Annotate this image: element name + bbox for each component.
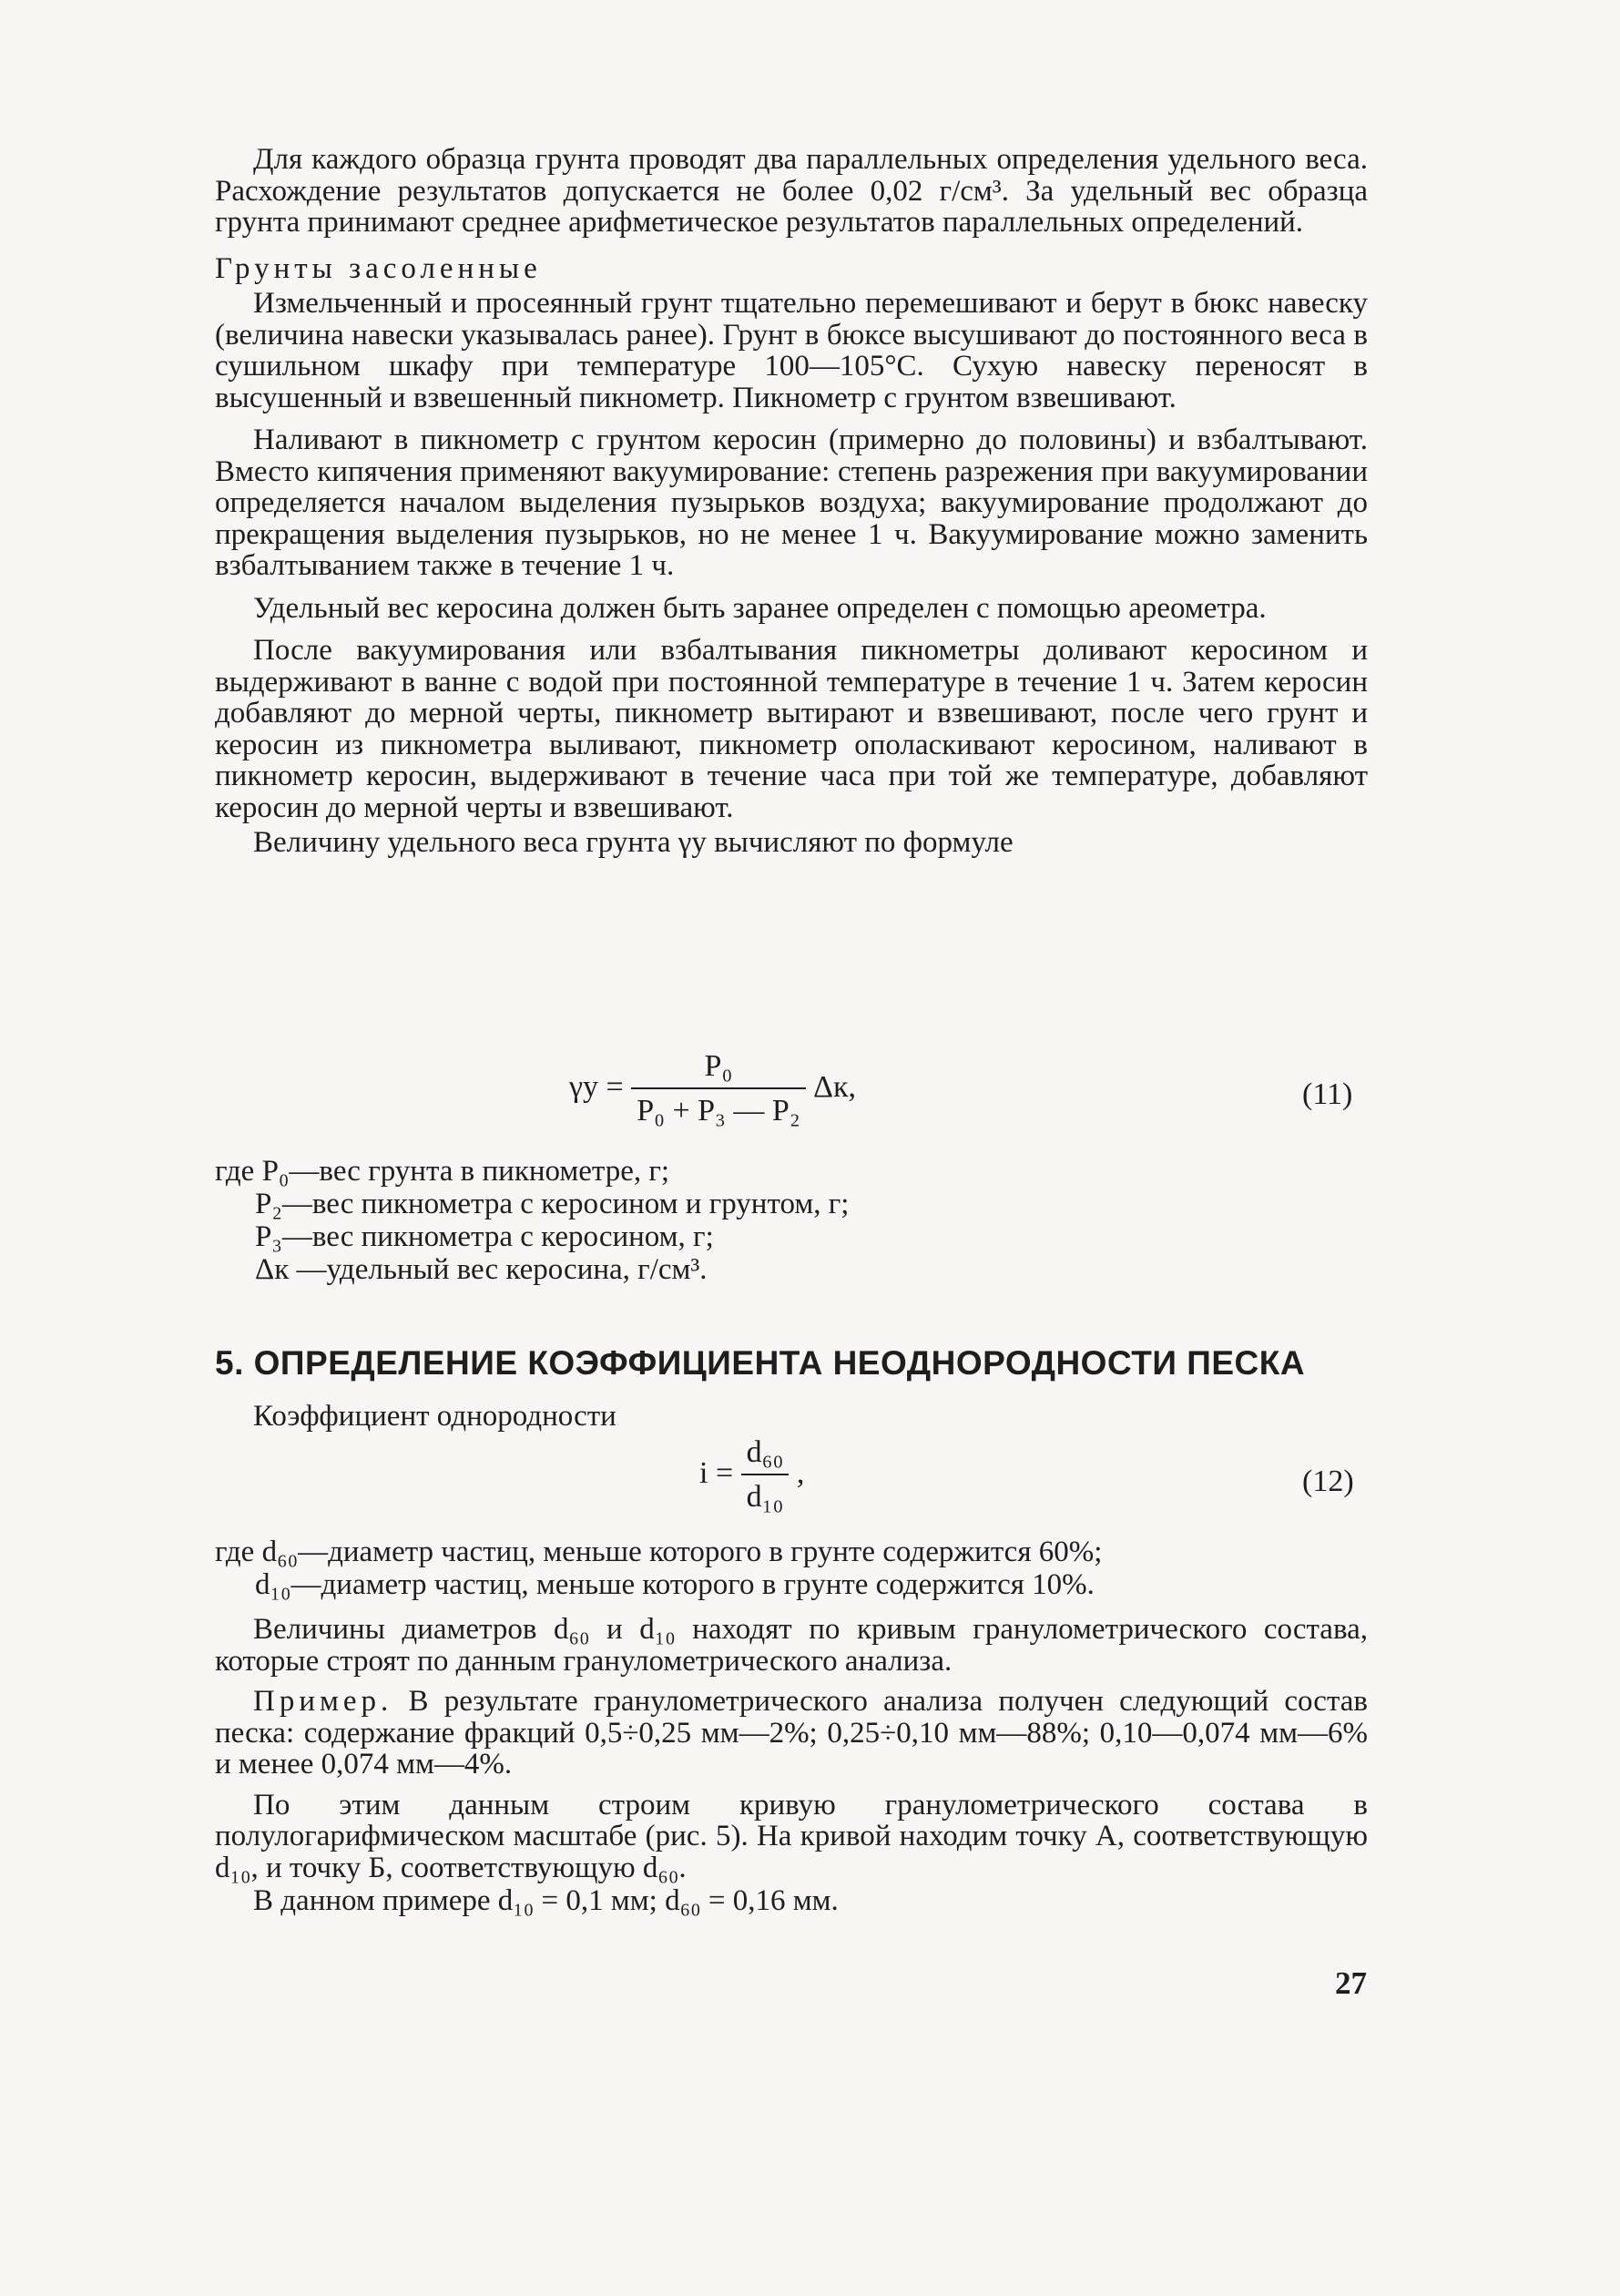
equation-number-12: (12): [1302, 1464, 1354, 1498]
paragraph-2: Измельченный и просеянный грунт тщательно перемешивают и берут в бюкс навеску (величина навески указывалась ранее). Грунт в бюксе высушивают до постоянного веса в сушильном шкафу при температуре 100—105°С. Сухую навеску переносят в высушенный и взвешенный пикнометр. Пикнометр с грунтом взвешивают.: [215, 287, 1368, 414]
paragraph-7: Величины диаметров d₆₀ и d₁₀ находят по кривым гранулометрического состава, которые строят по данным гранулометрического анализа.: [215, 1613, 1368, 1678]
definition-row: Δк —удельный вес керосина, г/см³.: [255, 1253, 708, 1286]
example-label: Пример.: [253, 1685, 393, 1718]
subheading-saline-soils: Грунты засоленные: [215, 251, 542, 285]
formula-12-denominator: d₁₀: [746, 1480, 784, 1514]
equation-number-11: (11): [1302, 1077, 1353, 1111]
formula-12-lhs: i =: [699, 1455, 734, 1490]
page-number: 27: [1335, 1965, 1367, 2001]
paragraph-3: Наливают в пикнометр с грунтом керосин (примерно до половины) и взбалтывают. Вместо кипячения применяют вакуумирование: степень разрежения при вакуумировании определяется началом выделения пузырьков воздуха; вакуумирование продолжают до прекращения выделения пузырьков, но не менее 1 ч. Вакуумирование можно заменить взбалтыванием также в течение 1 ч.: [215, 423, 1368, 582]
definition-row: P₂—вес пикнометра с керосином и грунтом, г;: [255, 1188, 850, 1220]
section-5-heading: 5. ОПРЕДЕЛЕНИЕ КОЭФФИЦИЕНТА НЕОДНОРОДНОСТИ ПЕСКА: [215, 1344, 1306, 1382]
paragraph-8: [215, 1686, 1368, 1781]
definition-row: где P₀—вес грунта в пикнометре, г;: [215, 1155, 670, 1188]
paragraph-group-2: [215, 1614, 1368, 1917]
formula-12: [699, 1432, 804, 1519]
formula-11-rhs: Δк,: [813, 1069, 857, 1104]
formula-11-numerator: P₀: [704, 1049, 733, 1083]
formula-11-lhs: γу =: [569, 1069, 624, 1104]
paragraph-9: По этим данным строим кривую гранулометрического состава в полулогарифмическом масштабе (рис. 5). На кривой находим точку А, соответствующую d₁₀, и точку Б, соответствующую d₆₀.: [215, 1788, 1368, 1884]
formula-11: [569, 1046, 856, 1133]
formula-12-fraction: [741, 1432, 790, 1519]
formula-11-definitions: [215, 1155, 849, 1286]
definition-row: P₃—вес пикнометра с керосином, г;: [255, 1220, 714, 1253]
formula-11-denominator: P₀ + P₃ — P₂: [637, 1094, 800, 1128]
definition-row: d₁₀—диаметр частиц, меньше которого в грунте содержится 10%.: [255, 1568, 1095, 1601]
paragraph-10: В данном примере d₁₀ = 0,1 мм; d₆₀ = 0,16 мм.: [253, 1884, 839, 1917]
formula-12-numerator: d₆₀: [746, 1435, 784, 1469]
formula-11-fraction: [631, 1046, 805, 1133]
paragraph-4: Удельный вес керосина должен быть заранее определен с помощью ареометра.: [253, 591, 1267, 625]
example-text: В результате гранулометрического анализа получен следующий состав песка: содержание фракций 0,5÷0,25 мм—2%; 0,25÷0,10 мм—88%; 0,10—0,074 мм—6% и менее 0,074 мм—4%.: [215, 1685, 1369, 1781]
formula-12-definitions: [215, 1536, 1102, 1601]
section-5-intro: Коэффициент однородности: [253, 1400, 616, 1433]
paragraph-group-1: [215, 144, 1368, 859]
paragraph-5: После вакуумирования или взбалтывания пикнометры доливают керосином и выдерживают в ванне с водой при постоянной температуре в течение 1 ч. Затем керосин добавляют до мерной черты, пикнометр вытирают и взвешивают, после чего грунт и керосин из пикнометра выливают, пикнометр ополаскивают керосином, наливают в пикнометр керосин, выдерживают в течение часа при той же температуре, добавляют керосин до мерной черты и взвешивают.: [215, 634, 1368, 824]
paragraph-1: Для каждого образца грунта проводят два параллельных определения удельного веса. Расхождение результатов допускается не более 0,02 г/см³. За удельный вес образца грунта принимают среднее арифметическое результатов параллельных определений.: [215, 143, 1368, 239]
section-5-intro-block: [215, 1401, 1368, 1433]
formula-12-rhs: ,: [796, 1455, 805, 1490]
paragraph-6: Величину удельного веса грунта γу вычисляют по формуле: [253, 826, 1014, 859]
definition-row: где d₆₀—диаметр частиц, меньше которого в грунте содержится 60%;: [215, 1536, 1103, 1568]
